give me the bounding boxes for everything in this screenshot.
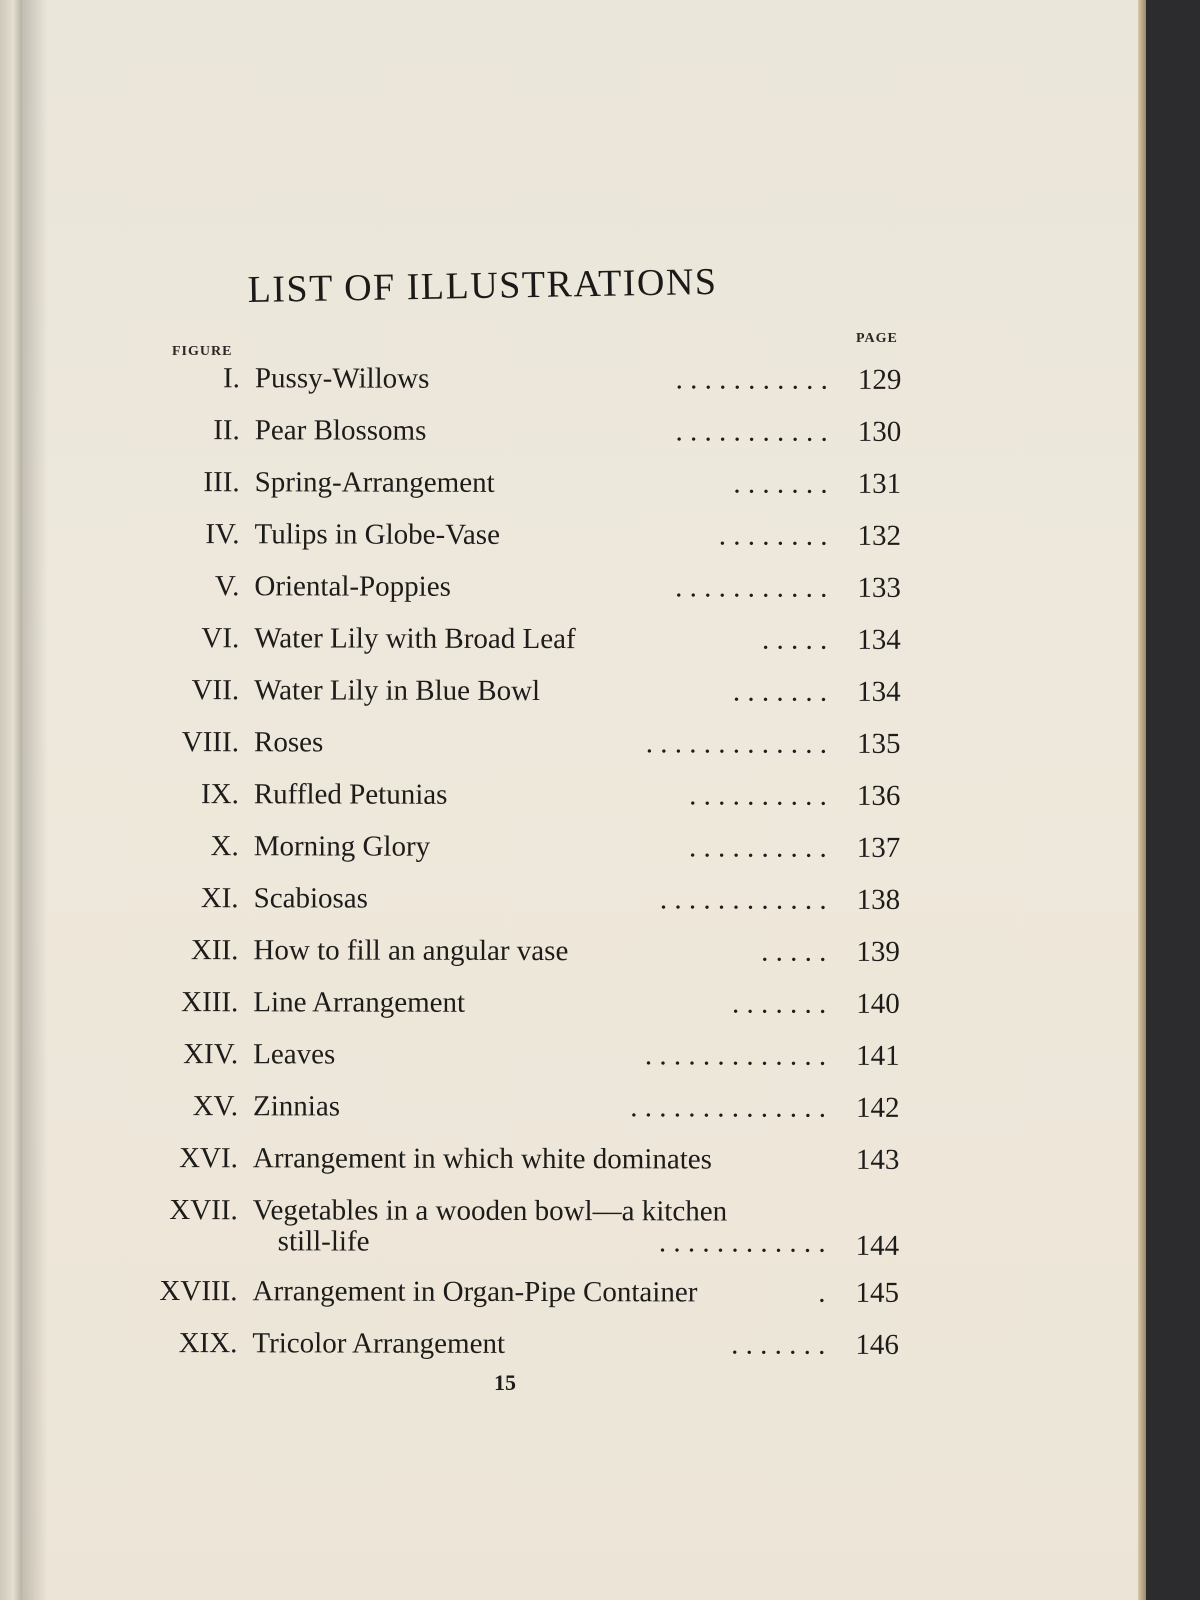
page-ref: 129 xyxy=(857,363,902,396)
page-ref: 130 xyxy=(857,415,902,448)
figure-numeral: VIII. xyxy=(181,726,240,759)
page-ref: 134 xyxy=(857,675,901,708)
page-ref: 139 xyxy=(856,935,900,968)
figure-numeral: XII. xyxy=(190,934,239,967)
figure-title: How to fill an angular vase xyxy=(253,934,569,968)
figure-numeral: XVI. xyxy=(179,1142,238,1175)
list-item xyxy=(148,1088,918,1142)
figure-numeral: VII. xyxy=(191,674,240,707)
page-ref: 144 xyxy=(855,1229,900,1262)
page-ref: 142 xyxy=(856,1091,900,1124)
page-ref: 133 xyxy=(857,571,901,604)
figure-title: Morning Glory xyxy=(253,830,431,863)
figure-numeral: XI. xyxy=(200,882,239,915)
list-item xyxy=(149,672,919,726)
dot-leader: . xyxy=(818,1276,826,1309)
figure-title: Water Lily in Blue Bowl xyxy=(254,674,541,708)
dot-leader: . . . . . . . . . . . xyxy=(675,363,828,396)
figure-title: Pear Blossoms xyxy=(254,414,427,447)
figure-numeral: XV. xyxy=(192,1090,239,1123)
dot-leader: . . . . . . . . . . . xyxy=(675,415,828,448)
figure-column-label: FIGURE xyxy=(172,344,233,359)
dot-leader: . . . . . . . . . . . . . xyxy=(644,1039,827,1072)
list-item xyxy=(149,880,919,934)
dot-leader: . . . . . . . . . . xyxy=(688,831,827,864)
list-item xyxy=(150,412,920,466)
figure-title: Tulips in Globe-Vase xyxy=(254,518,501,551)
dot-leader: . . . . . . . . . . . xyxy=(675,571,828,604)
dot-leader: . . . . . . . xyxy=(732,987,827,1020)
dot-leader: . . . . . . . xyxy=(732,675,828,708)
list-item xyxy=(149,776,919,830)
dot-leader: . . . . . xyxy=(761,935,827,968)
figure-title: Zinnias xyxy=(253,1090,341,1123)
figure-title: Leaves xyxy=(253,1038,336,1071)
figure-title: Scabiosas xyxy=(253,882,369,915)
page-ref: 137 xyxy=(856,831,901,864)
figure-numeral: XIII. xyxy=(181,986,239,1019)
figure-title: Arrangement in Organ-Pipe Container xyxy=(252,1275,698,1309)
page-ref: 143 xyxy=(855,1143,900,1176)
figure-numeral: I. xyxy=(222,362,240,395)
figure-numeral: II. xyxy=(213,414,240,447)
page-ref: 140 xyxy=(856,987,900,1020)
figure-numeral: V. xyxy=(214,570,240,603)
list-item xyxy=(149,568,919,622)
figure-numeral: VI. xyxy=(201,622,240,655)
page-ref: 138 xyxy=(856,883,901,916)
figure-numeral: XIX. xyxy=(178,1327,238,1360)
figure-numeral: XIV. xyxy=(183,1038,239,1071)
dot-leader: . . . . . . . . . . . . xyxy=(659,883,827,916)
list-item xyxy=(148,1036,918,1090)
list-item xyxy=(149,828,919,882)
page-title: LIST OF ILLUSTRATIONS xyxy=(247,260,718,312)
list-item xyxy=(148,932,918,986)
page-ref: 135 xyxy=(856,727,901,760)
page-ref: 145 xyxy=(855,1276,900,1309)
list-item xyxy=(150,360,920,414)
list-item xyxy=(148,1192,918,1275)
figure-numeral: IX. xyxy=(200,778,239,811)
dot-leader: . . . . . . . . . . xyxy=(689,779,827,812)
page-ref: 136 xyxy=(856,779,901,812)
dot-leader: . . . . . . . . . . . . . . xyxy=(630,1091,827,1124)
dot-leader: . . . . . . . xyxy=(733,467,828,500)
figure-title: Roses xyxy=(253,726,324,759)
left-page-edge xyxy=(0,0,22,1600)
dot-leader: . . . . . . . . xyxy=(718,519,828,552)
dot-leader: . . . . . xyxy=(761,623,828,656)
figure-numeral: XVIII. xyxy=(159,1275,238,1308)
dot-leader: . . . . . . . . . . . . xyxy=(658,1226,826,1259)
figure-title-continuation: still-life xyxy=(277,1225,370,1258)
page-ref: 141 xyxy=(856,1039,900,1072)
list-item xyxy=(148,1140,918,1194)
figure-title: Line Arrangement xyxy=(253,986,466,1019)
figure-title: Ruffled Petunias xyxy=(253,778,448,811)
figure-title: Spring-Arrangement xyxy=(254,466,495,499)
list-item xyxy=(148,984,918,1038)
list-item xyxy=(147,1325,917,1379)
figure-numeral: X. xyxy=(210,830,239,863)
figure-numeral: XVII. xyxy=(169,1194,238,1227)
list-item xyxy=(150,464,920,518)
figure-title: Arrangement in which white dominates xyxy=(252,1142,712,1176)
page-ref: 132 xyxy=(857,519,902,552)
page-ref: 146 xyxy=(855,1328,899,1361)
figure-title: Vegetables in a wooden bowl—a kitchen xyxy=(252,1194,728,1228)
list-item xyxy=(149,516,919,570)
dot-leader: . . . . . . . xyxy=(731,1328,826,1361)
figure-title: Oriental-Poppies xyxy=(254,570,451,603)
figure-title: Water Lily with Broad Leaf xyxy=(254,622,576,656)
illustration-list xyxy=(147,360,920,1379)
page-ref: 134 xyxy=(857,623,901,656)
list-item xyxy=(149,620,919,674)
page-column-label: PAGE xyxy=(856,331,898,346)
list-item xyxy=(149,724,919,778)
page-ref: 131 xyxy=(857,467,902,500)
dot-leader: . . . . . . . . . . . . . xyxy=(645,727,828,760)
figure-numeral: IV. xyxy=(205,518,240,551)
page-number: 15 xyxy=(494,1370,516,1395)
list-item xyxy=(147,1273,917,1327)
figure-title: Pussy-Willows xyxy=(254,362,430,395)
figure-title: Tricolor Arrangement xyxy=(252,1327,506,1360)
figure-numeral: III. xyxy=(203,466,240,499)
page-edge-right xyxy=(1138,0,1146,1600)
